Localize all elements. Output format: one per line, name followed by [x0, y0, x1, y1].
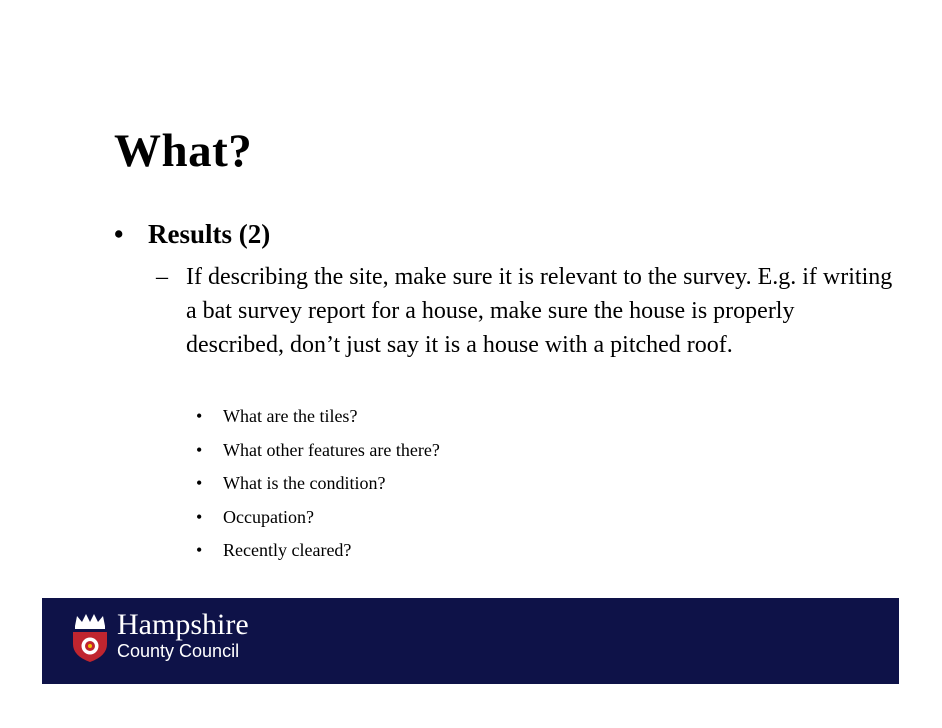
question-item	[196, 501, 440, 535]
question-text: What are the tiles?	[223, 406, 358, 426]
question-text: Occupation?	[223, 506, 314, 527]
bullet-marker: •	[196, 540, 203, 560]
bullet-marker: •	[114, 219, 124, 249]
question-text: What is the condition?	[223, 473, 386, 493]
section-bullet	[114, 216, 270, 252]
question-item	[196, 400, 440, 434]
bullet-marker: •	[196, 473, 203, 493]
bullet-marker: •	[196, 506, 203, 527]
hampshire-crest-icon	[68, 612, 112, 664]
question-item	[196, 534, 440, 568]
org-subtitle: County Council	[117, 641, 240, 661]
question-item	[196, 434, 440, 468]
sub-bullet-text: If describing the site, make sure it is relevant to the survey. E.g. if writing a bat survey report for a house, make sure the house is properly described, don’t just say it is a house with a pitched roof.	[186, 264, 893, 358]
dash-marker: –	[156, 264, 168, 290]
question-text: Recently cleared?	[223, 540, 352, 560]
org-name: Hampshire	[117, 608, 249, 641]
bullet-marker: •	[196, 439, 203, 460]
section-heading: Results (2)	[148, 219, 271, 249]
bullet-marker: •	[196, 406, 203, 426]
footer-bar	[42, 598, 899, 684]
slide-title: What?	[114, 125, 253, 177]
question-item	[196, 467, 440, 501]
question-text: What other features are there?	[223, 439, 440, 460]
sub-bullet	[156, 260, 896, 362]
question-list	[196, 400, 440, 568]
